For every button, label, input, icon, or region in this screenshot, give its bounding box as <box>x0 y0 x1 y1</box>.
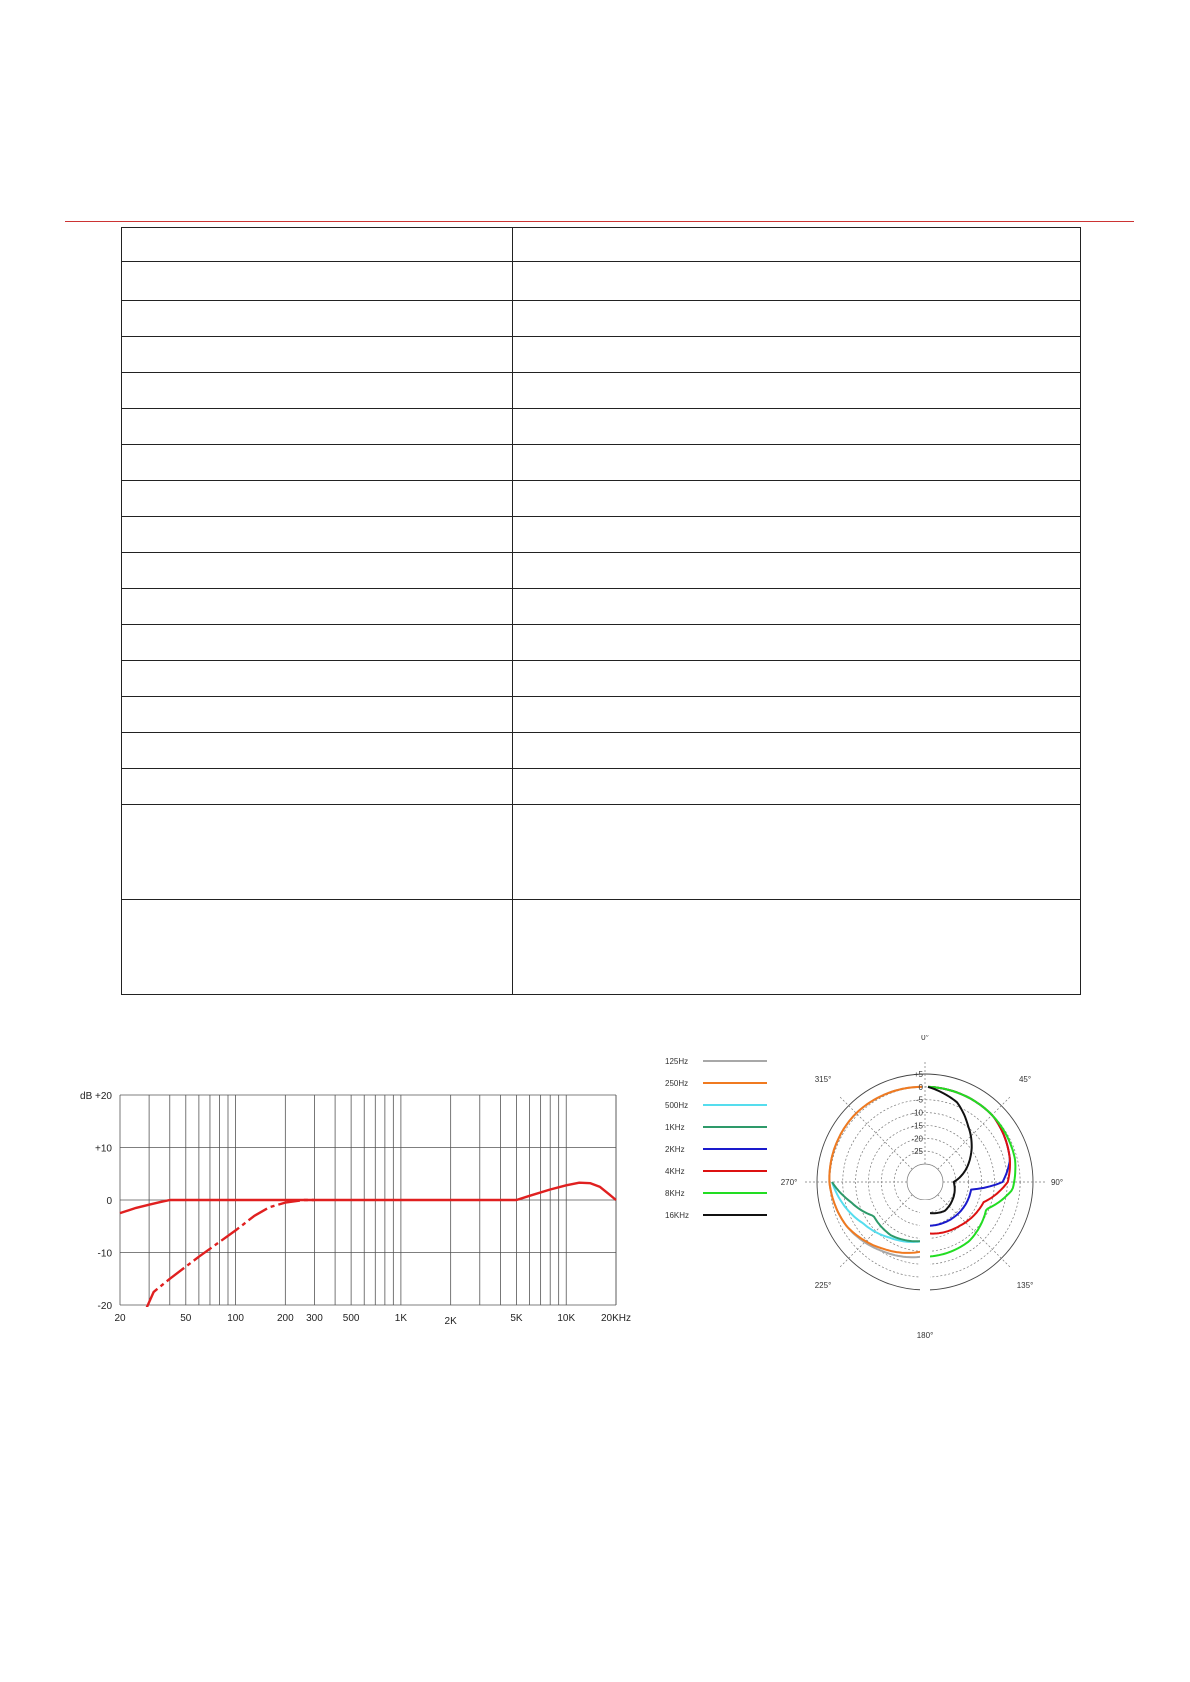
spec-value <box>513 553 1081 589</box>
spec-value <box>513 625 1081 661</box>
frequency-response-chart <box>60 1085 640 1350</box>
legend-label: 16KHz <box>665 1211 690 1220</box>
spec-row <box>122 625 1081 661</box>
x-tick-label: 5K <box>510 1313 523 1324</box>
angle-label: 90° <box>1050 1178 1064 1187</box>
spec-label <box>122 553 513 589</box>
spec-row <box>122 805 1081 900</box>
legend-label: 125Hz <box>665 1057 689 1066</box>
spec-value <box>513 337 1081 373</box>
spec-label <box>122 625 513 661</box>
spec-label <box>122 589 513 625</box>
mount-gap <box>920 1200 930 1310</box>
spec-row <box>122 900 1081 995</box>
spec-value <box>513 769 1081 805</box>
y-tick-label: +10 <box>95 1143 112 1155</box>
spec-value <box>513 373 1081 409</box>
spec-row <box>122 553 1081 589</box>
angle-label: 225° <box>814 1281 832 1290</box>
x-tick-label: 200 <box>276 1313 294 1324</box>
spec-label <box>122 228 513 262</box>
spec-value <box>513 517 1081 553</box>
spec-row <box>122 373 1081 409</box>
polar-pattern-chart <box>655 1035 1105 1355</box>
legend-label: 8KHz <box>665 1189 685 1198</box>
spec-label <box>122 661 513 697</box>
x-tick-label: 50 <box>180 1313 192 1324</box>
spec-label <box>122 769 513 805</box>
y-tick-label: 0 <box>106 1196 112 1207</box>
spec-value <box>513 661 1081 697</box>
angle-label: 270° <box>780 1178 798 1187</box>
x-tick-label: 100 <box>227 1313 244 1324</box>
spec-row <box>122 589 1081 625</box>
y-tick-label: dB +20 <box>80 1091 112 1102</box>
spec-label <box>122 805 513 900</box>
spec-label <box>122 262 513 301</box>
legend-label: 2KHz <box>665 1145 685 1154</box>
response-curve-dashed <box>147 1200 315 1308</box>
y-tick-label: -10 <box>97 1248 112 1260</box>
radial-tick-label: -15 <box>911 1121 923 1131</box>
spec-row <box>122 733 1081 769</box>
angle-label: 315° <box>814 1075 832 1084</box>
angle-label: 0° <box>921 1035 929 1042</box>
spec-row <box>122 769 1081 805</box>
radial-tick-label: -10 <box>911 1108 923 1118</box>
legend-label: 1KHz <box>665 1123 685 1132</box>
spec-row <box>122 228 1081 262</box>
spec-value <box>513 262 1081 301</box>
spec-label <box>122 445 513 481</box>
spec-value <box>513 409 1081 445</box>
angle-label: 180° <box>916 1331 934 1340</box>
legend-label: 500Hz <box>665 1101 689 1110</box>
polar-curve-8KHz <box>928 1087 1015 1257</box>
spec-value <box>513 589 1081 625</box>
spec-label <box>122 517 513 553</box>
x-tick-label: 1K <box>394 1313 408 1324</box>
spec-label <box>122 900 513 995</box>
angle-label: 135° <box>1016 1281 1034 1290</box>
polar-curve-2KHz <box>928 1087 1010 1226</box>
x-tick-label: 20KHz <box>600 1313 632 1324</box>
spec-row <box>122 697 1081 733</box>
spec-value <box>513 445 1081 481</box>
spec-label <box>122 481 513 517</box>
spec-row <box>122 337 1081 373</box>
spec-value <box>513 805 1081 900</box>
spec-row <box>122 262 1081 301</box>
radial-tick-label: -25 <box>911 1147 923 1157</box>
polar-spoke <box>839 1096 913 1170</box>
specification-table <box>121 227 1081 995</box>
spec-row <box>122 445 1081 481</box>
spec-label <box>122 733 513 769</box>
radial-tick-label: 0 <box>918 1082 923 1092</box>
spec-value <box>513 301 1081 337</box>
spec-label <box>122 373 513 409</box>
x-tick-label: 300 <box>306 1313 323 1324</box>
spec-row <box>122 409 1081 445</box>
radial-tick-label: -20 <box>911 1134 923 1144</box>
legend-label: 4KHz <box>665 1167 685 1176</box>
response-curve-solid <box>120 1183 616 1213</box>
spec-value <box>513 228 1081 262</box>
spec-row <box>122 301 1081 337</box>
x-tick-label: 500 <box>342 1313 360 1324</box>
legend-label: 250Hz <box>665 1079 689 1088</box>
polar-spoke <box>938 1096 1012 1170</box>
spec-row <box>122 661 1081 697</box>
spec-row <box>122 517 1081 553</box>
spec-label <box>122 697 513 733</box>
spec-label <box>122 409 513 445</box>
spec-value <box>513 481 1081 517</box>
x-tick-label: 20 <box>114 1313 126 1324</box>
radial-tick-label: -5 <box>915 1095 923 1105</box>
x-tick-label: 10K <box>557 1313 576 1324</box>
spec-value <box>513 733 1081 769</box>
spec-value <box>513 900 1081 995</box>
x-tick-label: 2K <box>444 1316 457 1327</box>
spec-value <box>513 697 1081 733</box>
spec-label <box>122 301 513 337</box>
radial-tick-label: +5 <box>913 1070 923 1079</box>
angle-label: 45° <box>1018 1075 1032 1084</box>
y-tick-label: -20 <box>97 1301 112 1312</box>
header-rule <box>65 221 1134 222</box>
polar-center <box>907 1164 943 1200</box>
spec-label <box>122 337 513 373</box>
spec-row <box>122 481 1081 517</box>
